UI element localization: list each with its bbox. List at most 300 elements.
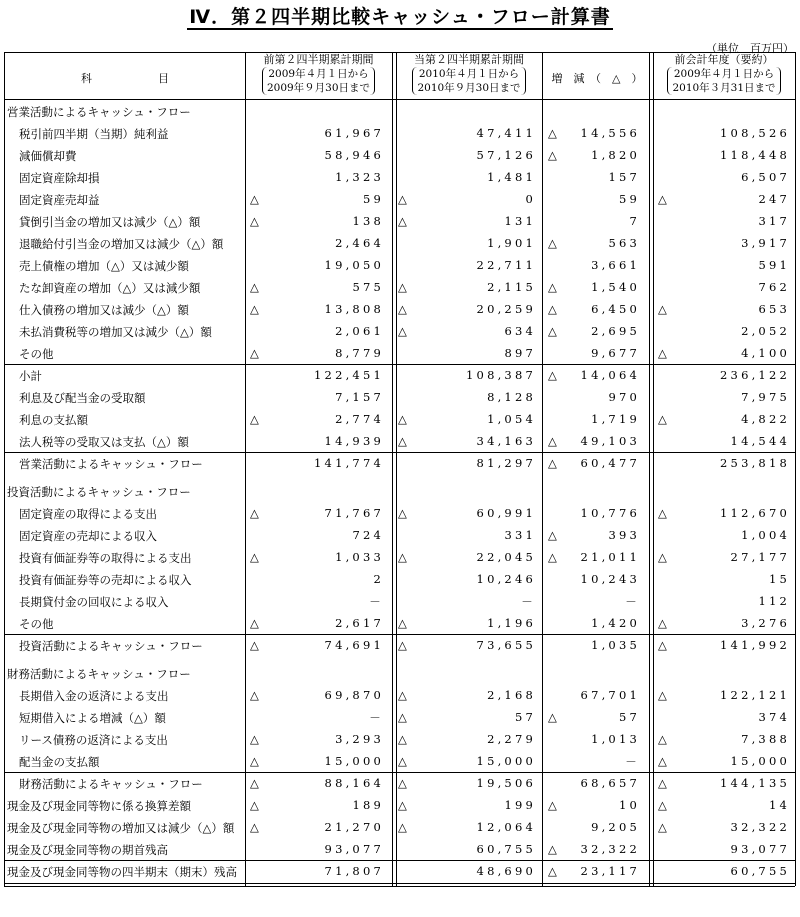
row-label: 財務活動によるキャッシュ・フロー	[7, 667, 191, 681]
negative-marker: △	[398, 550, 407, 564]
value-cell	[548, 572, 640, 588]
value-number: 14,544	[730, 434, 790, 448]
table-row	[0, 320, 800, 342]
value-number: 108,387	[466, 368, 536, 382]
value-cell	[548, 258, 640, 274]
value-cell	[658, 368, 790, 384]
value-number: 22,045	[476, 550, 536, 564]
negative-marker: △	[250, 280, 259, 294]
value-number: 21,270	[324, 820, 384, 834]
value-number: 49,103	[580, 434, 640, 448]
negative-marker: △	[548, 368, 557, 382]
value-number: 3,661	[591, 258, 640, 272]
value-number: 1,033	[335, 550, 384, 564]
value-number: 141,774	[314, 456, 384, 470]
value-number: 7,388	[741, 732, 790, 746]
value-cell	[548, 302, 640, 318]
negative-marker: △	[398, 412, 407, 426]
value-cell	[658, 638, 790, 654]
negative-marker: △	[548, 864, 557, 878]
table-row	[0, 860, 800, 882]
value-number: 15,000	[730, 754, 790, 768]
value-number: 374	[758, 710, 790, 724]
value-number: 3,276	[741, 616, 790, 630]
value-number: 9,677	[591, 346, 640, 360]
rule-line	[4, 52, 795, 53]
value-cell	[658, 434, 790, 450]
negative-marker: △	[548, 126, 557, 140]
row-label: 貸倒引当金の増加又は減少（△）額	[19, 215, 201, 229]
negative-marker: △	[398, 776, 407, 790]
negative-marker: △	[658, 754, 667, 768]
report-title: Ⅳ．第２四半期比較キャッシュ・フロー計算書	[189, 6, 611, 28]
value-cell	[658, 506, 790, 522]
value-number: 591	[758, 258, 790, 272]
value-number: 34,163	[476, 434, 536, 448]
row-label: 減価償却費	[19, 149, 77, 163]
value-number: 9,205	[591, 820, 640, 834]
negative-marker: △	[658, 820, 667, 834]
value-cell	[658, 412, 790, 428]
value-cell	[398, 594, 536, 610]
negative-marker: △	[250, 302, 259, 316]
header-prev-period: 前第２四半期累計期間 2009年４月１日から 2009年９月30日まで	[263, 53, 374, 94]
value-cell	[548, 732, 640, 748]
value-number: 13,808	[324, 302, 384, 316]
value-cell	[548, 456, 640, 472]
value-cell	[658, 842, 790, 858]
section-heading	[0, 480, 800, 502]
table-row	[0, 684, 800, 706]
value-number: －	[625, 755, 640, 769]
value-cell	[658, 688, 790, 704]
value-cell	[548, 170, 640, 186]
value-number: 189	[352, 798, 384, 812]
value-cell	[250, 776, 384, 792]
negative-marker: △	[658, 346, 667, 360]
row-label: 売上債権の増加（△）又は減少額	[19, 259, 189, 273]
value-number: 897	[504, 346, 536, 360]
value-cell	[548, 368, 640, 384]
row-label: 税引前四半期（当期）純利益	[19, 127, 169, 141]
row-label: 財務活動によるキャッシュ・フロー	[19, 777, 203, 791]
value-number: 3,917	[741, 236, 790, 250]
table-row	[0, 794, 800, 816]
value-number: 1,481	[487, 170, 536, 184]
negative-marker: △	[250, 192, 259, 206]
table-row	[0, 386, 800, 408]
value-cell	[658, 236, 790, 252]
negative-marker: △	[250, 776, 259, 790]
value-number: 199	[504, 798, 536, 812]
row-label: 長期貸付金の回収による収入	[19, 595, 169, 609]
negative-marker: △	[398, 434, 407, 448]
value-cell	[548, 214, 640, 230]
table-row	[0, 144, 800, 166]
value-cell	[548, 412, 640, 428]
value-cell	[548, 864, 640, 880]
value-cell	[250, 550, 384, 566]
table-row	[0, 728, 800, 750]
value-number: 32,322	[730, 820, 790, 834]
section-heading	[0, 100, 800, 122]
value-cell	[250, 148, 384, 164]
value-cell	[250, 842, 384, 858]
value-cell	[250, 192, 384, 208]
negative-marker: △	[250, 506, 259, 520]
negative-marker: △	[250, 688, 259, 702]
value-cell	[398, 776, 536, 792]
value-number: 2,052	[741, 324, 790, 338]
value-cell	[398, 302, 536, 318]
negative-marker: △	[250, 638, 259, 652]
negative-marker: △	[548, 148, 557, 162]
value-cell	[548, 280, 640, 296]
value-number: 144,135	[720, 776, 790, 790]
value-cell	[398, 258, 536, 274]
negative-marker: △	[658, 412, 667, 426]
table-row	[0, 254, 800, 276]
value-cell	[250, 528, 384, 544]
table-row	[0, 816, 800, 838]
value-number: 15	[768, 572, 790, 586]
value-cell	[250, 214, 384, 230]
header-change: 増 減 （ △ ）	[551, 72, 643, 85]
value-cell	[658, 390, 790, 406]
value-cell	[250, 688, 384, 704]
row-label: 配当金の支払額	[19, 755, 100, 769]
value-cell	[250, 412, 384, 428]
negative-marker: △	[658, 798, 667, 812]
negative-marker: △	[250, 798, 259, 812]
value-number: －	[521, 595, 536, 609]
value-number: －	[369, 595, 384, 609]
value-cell	[548, 638, 640, 654]
table-row	[0, 706, 800, 728]
value-cell	[398, 842, 536, 858]
value-cell	[548, 754, 640, 770]
negative-marker: △	[398, 214, 407, 228]
negative-marker: △	[250, 346, 259, 360]
negative-marker: △	[658, 638, 667, 652]
value-cell	[250, 616, 384, 632]
value-number: 2,168	[487, 688, 536, 702]
value-cell	[548, 434, 640, 450]
table-row	[0, 430, 800, 452]
value-cell	[398, 754, 536, 770]
value-number: 19,506	[476, 776, 536, 790]
value-number: 60,991	[476, 506, 536, 520]
value-number: 1,820	[591, 148, 640, 162]
negative-marker: △	[250, 732, 259, 746]
table-row	[0, 408, 800, 430]
value-cell	[250, 572, 384, 588]
value-number: 23,117	[580, 864, 640, 878]
value-number: 14,556	[580, 126, 640, 140]
row-label: 法人税等の受取又は支払（△）額	[19, 435, 189, 449]
value-number: 2,115	[487, 280, 536, 294]
table-row	[0, 342, 800, 364]
table-row	[0, 524, 800, 546]
table-row	[0, 590, 800, 612]
value-number: 118,448	[720, 148, 790, 162]
value-cell	[658, 594, 790, 610]
value-number: 2,464	[335, 236, 384, 250]
value-number: 724	[352, 528, 384, 542]
value-cell	[398, 280, 536, 296]
value-cell	[548, 126, 640, 142]
value-cell	[250, 456, 384, 472]
value-cell	[250, 798, 384, 814]
negative-marker: △	[398, 688, 407, 702]
value-number: 131	[504, 214, 536, 228]
value-number: 253,818	[720, 456, 790, 470]
negative-marker: △	[398, 506, 407, 520]
negative-marker: △	[250, 214, 259, 228]
value-cell	[250, 732, 384, 748]
value-cell	[658, 572, 790, 588]
value-number: 2,617	[335, 616, 384, 630]
negative-marker: △	[548, 280, 557, 294]
row-label: 投資活動によるキャッシュ・フロー	[19, 639, 203, 653]
table-row	[0, 364, 800, 386]
value-number: 331	[504, 528, 536, 542]
value-cell	[548, 688, 640, 704]
value-number: 8,779	[335, 346, 384, 360]
value-number: 3,293	[335, 732, 384, 746]
value-number: 58,946	[324, 148, 384, 162]
value-number: 393	[608, 528, 640, 542]
value-number: 1,196	[487, 616, 536, 630]
value-number: 10	[618, 798, 640, 812]
value-cell	[548, 820, 640, 836]
table-row	[0, 122, 800, 144]
negative-marker: △	[250, 820, 259, 834]
negative-marker: △	[658, 688, 667, 702]
value-number: －	[369, 711, 384, 725]
value-cell	[658, 302, 790, 318]
value-cell	[548, 776, 640, 792]
value-cell	[658, 550, 790, 566]
value-cell	[658, 192, 790, 208]
negative-marker: △	[250, 754, 259, 768]
value-cell	[658, 456, 790, 472]
value-number: 67,701	[580, 688, 640, 702]
value-number: 19,050	[324, 258, 384, 272]
value-cell	[658, 798, 790, 814]
value-number: 970	[608, 390, 640, 404]
value-cell	[398, 528, 536, 544]
value-cell	[658, 214, 790, 230]
value-number: 762	[758, 280, 790, 294]
table-row	[0, 634, 800, 656]
value-number: 32,322	[580, 842, 640, 856]
value-number: 27,177	[730, 550, 790, 564]
value-cell	[398, 214, 536, 230]
row-label: 現金及び現金同等物の期首残高	[7, 843, 168, 857]
value-cell	[250, 324, 384, 340]
value-cell	[548, 324, 640, 340]
negative-marker: △	[398, 754, 407, 768]
value-cell	[398, 688, 536, 704]
value-number: 60,755	[476, 842, 536, 856]
value-cell	[398, 572, 536, 588]
row-label: 現金及び現金同等物に係る換算差額	[7, 799, 191, 813]
row-label: 長期借入金の返済による支出	[19, 689, 169, 703]
negative-marker: △	[658, 192, 667, 206]
value-cell	[658, 710, 790, 726]
value-number: 15,000	[324, 754, 384, 768]
negative-marker: △	[658, 776, 667, 790]
negative-marker: △	[548, 798, 557, 812]
value-cell	[250, 754, 384, 770]
value-cell	[398, 346, 536, 362]
value-number: 15,000	[476, 754, 536, 768]
row-label: 現金及び現金同等物の増加又は減少（△）額	[7, 821, 235, 835]
value-number: 563	[608, 236, 640, 250]
value-number: 4,100	[741, 346, 790, 360]
value-number: 81,297	[476, 456, 536, 470]
value-number: 10,246	[476, 572, 536, 586]
value-number: 1,901	[487, 236, 536, 250]
value-number: 4,822	[741, 412, 790, 426]
value-cell	[398, 170, 536, 186]
value-cell	[250, 258, 384, 274]
row-label: 利息及び配当金の受取額	[19, 391, 146, 405]
value-number: 112,670	[720, 506, 790, 520]
row-label: 短期借入による増減（△）額	[19, 711, 166, 725]
value-number: 6,507	[741, 170, 790, 184]
value-number: 57,126	[476, 148, 536, 162]
row-label: 投資活動によるキャッシュ・フロー	[7, 485, 191, 499]
table-row	[0, 210, 800, 232]
value-cell	[658, 148, 790, 164]
value-number: 93,077	[730, 842, 790, 856]
negative-marker: △	[398, 192, 407, 206]
row-label: 利息の支払額	[19, 413, 88, 427]
value-cell	[250, 368, 384, 384]
value-number: 10,243	[580, 572, 640, 586]
negative-marker: △	[398, 798, 407, 812]
value-cell	[250, 302, 384, 318]
value-number: 653	[758, 302, 790, 316]
table-row	[0, 772, 800, 794]
table-row	[0, 166, 800, 188]
value-cell	[658, 126, 790, 142]
value-cell	[250, 594, 384, 610]
negative-marker: △	[250, 550, 259, 564]
value-number: 2,774	[335, 412, 384, 426]
row-label: その他	[19, 617, 54, 631]
row-label: 固定資産売却益	[19, 193, 100, 207]
value-cell	[658, 346, 790, 362]
value-cell	[658, 732, 790, 748]
value-number: －	[625, 595, 640, 609]
negative-marker: △	[250, 616, 259, 630]
value-cell	[398, 616, 536, 632]
negative-marker: △	[658, 616, 667, 630]
value-cell	[398, 732, 536, 748]
value-number: 138	[352, 214, 384, 228]
table-row	[0, 502, 800, 524]
value-cell	[548, 550, 640, 566]
value-number: 122,121	[720, 688, 790, 702]
table-row	[0, 298, 800, 320]
row-label: 投資有価証券等の取得による支出	[19, 551, 192, 565]
value-cell	[398, 236, 536, 252]
value-number: 247	[758, 192, 790, 206]
value-number: 236,122	[720, 368, 790, 382]
value-number: 2,695	[591, 324, 640, 338]
table-row	[0, 452, 800, 474]
value-cell	[658, 616, 790, 632]
value-cell	[250, 346, 384, 362]
value-number: 20,259	[476, 302, 536, 316]
value-number: 1,420	[591, 616, 640, 630]
value-number: 68,657	[580, 776, 640, 790]
value-cell	[658, 280, 790, 296]
value-number: 59	[618, 192, 640, 206]
value-cell	[250, 506, 384, 522]
value-cell	[548, 192, 640, 208]
negative-marker: △	[548, 528, 557, 542]
value-number: 1,323	[335, 170, 384, 184]
negative-marker: △	[398, 324, 407, 338]
value-cell	[250, 280, 384, 296]
value-number: 12,064	[476, 820, 536, 834]
table-row	[0, 546, 800, 568]
value-number: 6,450	[591, 302, 640, 316]
value-number: 317	[758, 214, 790, 228]
row-label: 営業活動によるキャッシュ・フロー	[19, 457, 203, 471]
value-number: 74,691	[324, 638, 384, 652]
value-cell	[548, 528, 640, 544]
value-number: 10,776	[580, 506, 640, 520]
value-number: 1,035	[591, 638, 640, 652]
negative-marker: △	[548, 456, 557, 470]
negative-marker: △	[548, 324, 557, 338]
value-cell	[398, 192, 536, 208]
value-number: 7,975	[741, 390, 790, 404]
value-cell	[658, 170, 790, 186]
negative-marker: △	[658, 550, 667, 564]
value-number: 61,967	[324, 126, 384, 140]
value-number: 7	[629, 214, 640, 228]
negative-marker: △	[398, 732, 407, 746]
value-cell	[658, 324, 790, 340]
value-cell	[250, 236, 384, 252]
value-cell	[398, 820, 536, 836]
value-cell	[250, 434, 384, 450]
value-number: 14,939	[324, 434, 384, 448]
value-number: 22,711	[476, 258, 536, 272]
value-cell	[398, 710, 536, 726]
value-number: 57	[618, 710, 640, 724]
value-number: 2,279	[487, 732, 536, 746]
value-cell	[548, 346, 640, 362]
value-cell	[398, 324, 536, 340]
unit-note: （単位 百万円）	[706, 42, 794, 55]
negative-marker: △	[398, 638, 407, 652]
value-cell	[658, 528, 790, 544]
value-cell	[398, 368, 536, 384]
value-number: 1,013	[591, 732, 640, 746]
value-number: 1,719	[591, 412, 640, 426]
value-number: 7,157	[335, 390, 384, 404]
value-cell	[398, 456, 536, 472]
row-label: たな卸資産の増加（△）又は減少額	[19, 281, 201, 295]
value-cell	[398, 798, 536, 814]
